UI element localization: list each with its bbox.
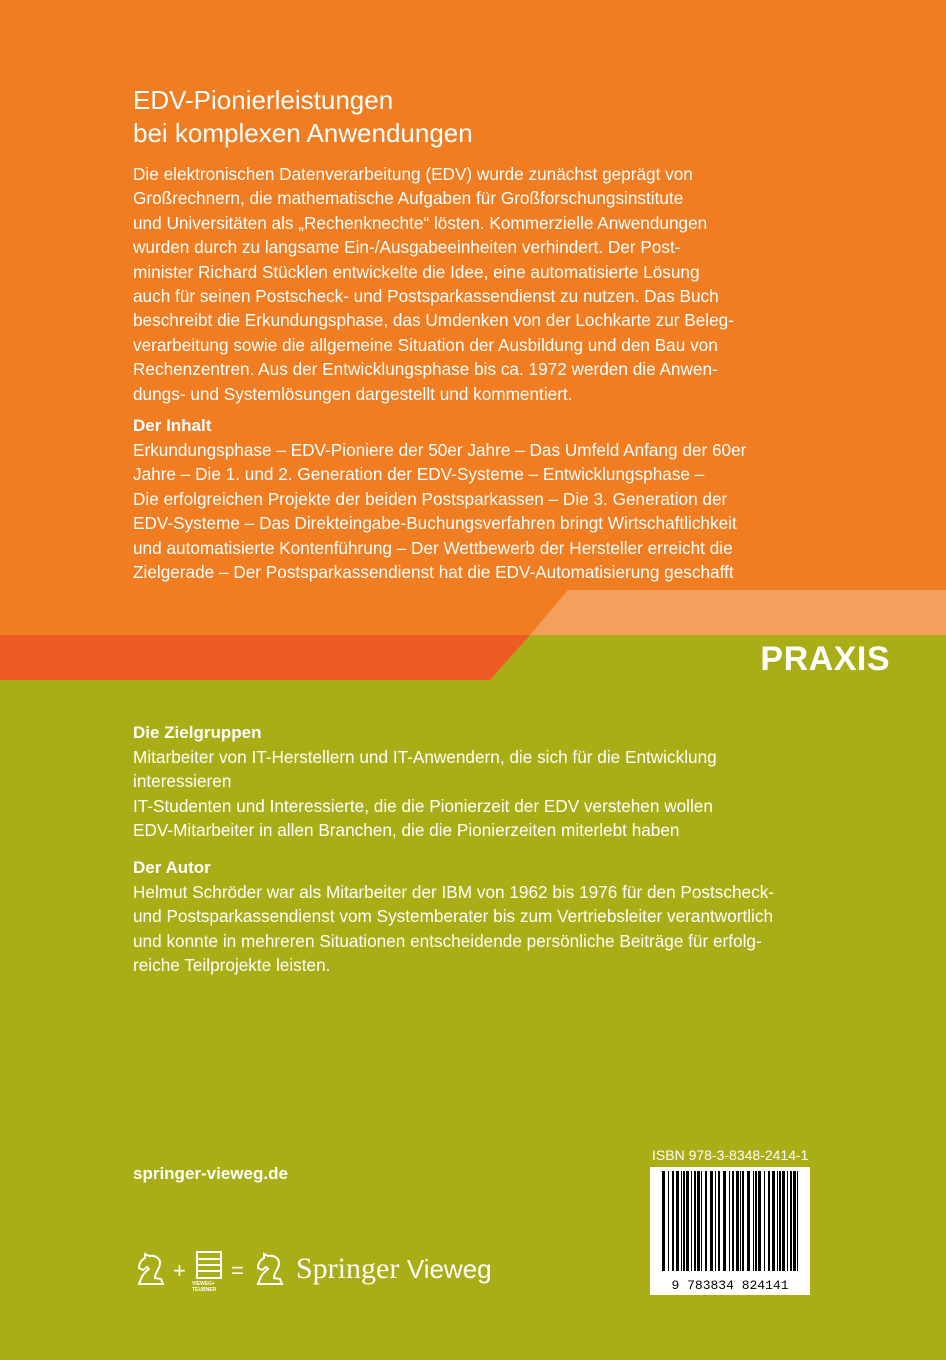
autor-section	[133, 856, 833, 978]
zielgruppen-line: EDV-Mitarbeiter in allen Branchen, die die Pionierzeiten miterlebt haben	[133, 820, 680, 841]
intro-line: Großrechnern, die mathematische Aufgaben für Großforschungsinstitute	[133, 188, 684, 209]
vieweg-word: Vieweg	[406, 1254, 492, 1284]
zielgruppen-line: interessieren	[133, 771, 232, 792]
barcode-bar	[753, 1171, 754, 1271]
barcode-bar	[697, 1171, 700, 1271]
barcode-bar	[768, 1171, 770, 1271]
barcode-bar	[772, 1171, 775, 1271]
inhalt-line: Jahre – Die 1. und 2. Generation der EDV-Systeme – Entwicklungsphase –	[133, 464, 705, 485]
barcode-bar	[790, 1171, 792, 1271]
barcode-bar	[705, 1171, 707, 1271]
barcode-bar	[710, 1171, 713, 1271]
barcode-bar	[715, 1171, 716, 1271]
intro-line: und Universitäten als „Rechenknechte“ lösten. Kommerzielle Anwendungen	[133, 212, 708, 233]
barcode-bar	[729, 1171, 730, 1271]
barcode-bar	[755, 1171, 757, 1271]
barcode-bar	[676, 1171, 679, 1271]
barcode-bar	[686, 1171, 689, 1271]
barcode-digits: 9 783834 824141	[671, 1278, 789, 1293]
knight-logo-icon	[133, 1252, 169, 1288]
autor-line: und Postsparkassendienst vom Systemberater bis zum Vertriebsleiter verantwortlich	[133, 906, 774, 927]
inhalt-line: Die erfolgreichen Projekte der beiden Postsparkassen – Die 3. Generation der	[133, 488, 728, 509]
autor-heading: Der Autor	[133, 858, 211, 877]
praxis-label: PRAXIS	[760, 640, 890, 678]
autor-line: Helmut Schröder war als Mitarbeiter der IBM von 1962 bis 1976 für den Postscheck-	[133, 882, 775, 902]
barcode-bar	[742, 1171, 744, 1271]
barcode-bar	[691, 1171, 692, 1271]
isbn-text: ISBN 978-3-8348-2414-1	[652, 1147, 809, 1163]
barcode-bar	[736, 1171, 739, 1271]
barcode-bar	[668, 1171, 669, 1271]
autor-line: reiche Teilprojekte leisten.	[133, 955, 331, 976]
inhalt-line: EDV-Systeme – Das Direkteingabe-Buchungsverfahren bringt Wirtschaftlichkeit	[133, 513, 737, 534]
barcode-bar	[782, 1171, 785, 1271]
inhalt-section	[133, 414, 833, 584]
publisher-url[interactable]: springer-vieweg.de	[133, 1164, 288, 1183]
intro-line: dungs- und Systemlösungen dargestellt und kommentiert.	[133, 383, 573, 404]
main-title	[133, 84, 833, 150]
inhalt-heading: Der Inhalt	[133, 416, 212, 435]
inhalt-line: Zielgerade – Der Postsparkassendienst hat die EDV-Automatisierung geschafft	[133, 562, 734, 583]
vieweg-teubner-text: VIEWEG+ TEUBNER	[192, 1281, 217, 1293]
barcode-bar	[694, 1171, 696, 1271]
barcode-bars	[650, 1167, 810, 1295]
equals-sign: =	[231, 1258, 244, 1283]
zielgruppen-section	[133, 721, 833, 843]
springer-vieweg-logo	[296, 1252, 492, 1286]
barcode-bar	[758, 1171, 761, 1271]
barcode-bar	[797, 1171, 798, 1271]
barcode-bar	[672, 1171, 674, 1271]
inhalt-line: und automatisierte Kontenführung – Der Wettbewerb der Hersteller erreicht die	[133, 537, 733, 558]
plus-sign: +	[173, 1258, 186, 1283]
zielgruppen-line: IT-Studenten und Interessierte, die die Pionierzeit der EDV verstehen wollen	[133, 795, 713, 816]
zielgruppen-heading: Die Zielgruppen	[133, 723, 262, 742]
barcode-bar	[793, 1171, 796, 1271]
intro-line: verarbeitung sowie die allgemeine Situation der Ausbildung und den Bau von	[133, 334, 718, 355]
title-line-2: bei komplexen Anwendungen	[133, 118, 473, 148]
title-line-1: EDV-Pionierleistungen	[133, 85, 394, 115]
intro-line: wurden durch zu langsame Ein-/Ausgabeeinheiten verhindert. Der Post-	[133, 237, 681, 258]
barcode-bar	[777, 1171, 778, 1271]
barcode	[650, 1167, 810, 1295]
barcode-bar	[764, 1171, 765, 1271]
intro-paragraph	[133, 162, 833, 406]
barcode-bar	[779, 1171, 781, 1271]
barcode-bar	[718, 1171, 720, 1271]
barcode-bar	[732, 1171, 734, 1271]
intro-line: minister Richard Stücklen entwickelte die Idee, eine automatisierte Lösung	[133, 261, 700, 282]
barcode-bar	[787, 1171, 788, 1271]
barcode-bar	[740, 1171, 741, 1271]
autor-line: und konnte in mehreren Situationen entscheidende persönliche Beiträge für erfolg-	[133, 930, 762, 951]
springer-word: Springer	[296, 1252, 400, 1285]
intro-line: beschreibt die Erkundungsphase, das Umdenken von der Lochkarte zur Beleg-	[133, 310, 734, 331]
intro-line: auch für seinen Postscheck- und Postsparkassendienst zu nutzen. Das Buch	[133, 286, 719, 307]
springer-knight-icon	[252, 1252, 288, 1288]
barcode-bar	[723, 1171, 726, 1271]
light-orange-band	[0, 590, 946, 635]
barcode-bar	[683, 1171, 685, 1271]
barcode-bar	[662, 1171, 665, 1271]
intro-line: Rechenzentren. Aus der Entwicklungsphase bis ca. 1972 werden die Anwen-	[133, 359, 718, 380]
intro-line: Die elektronischen Datenverarbeitung (EDV) wurde zunächst geprägt von	[133, 164, 693, 184]
inhalt-line: Erkundungsphase – EDV-Pioniere der 50er Jahre – Das Umfeld Anfang der 60er	[133, 440, 747, 460]
barcode-bar	[681, 1171, 682, 1271]
zielgruppen-line: Mitarbeiter von IT-Herstellern und IT-Anwendern, die sich für die Entwicklung	[133, 747, 717, 767]
barcode-bar	[701, 1171, 702, 1271]
barcode-bar	[747, 1171, 750, 1271]
